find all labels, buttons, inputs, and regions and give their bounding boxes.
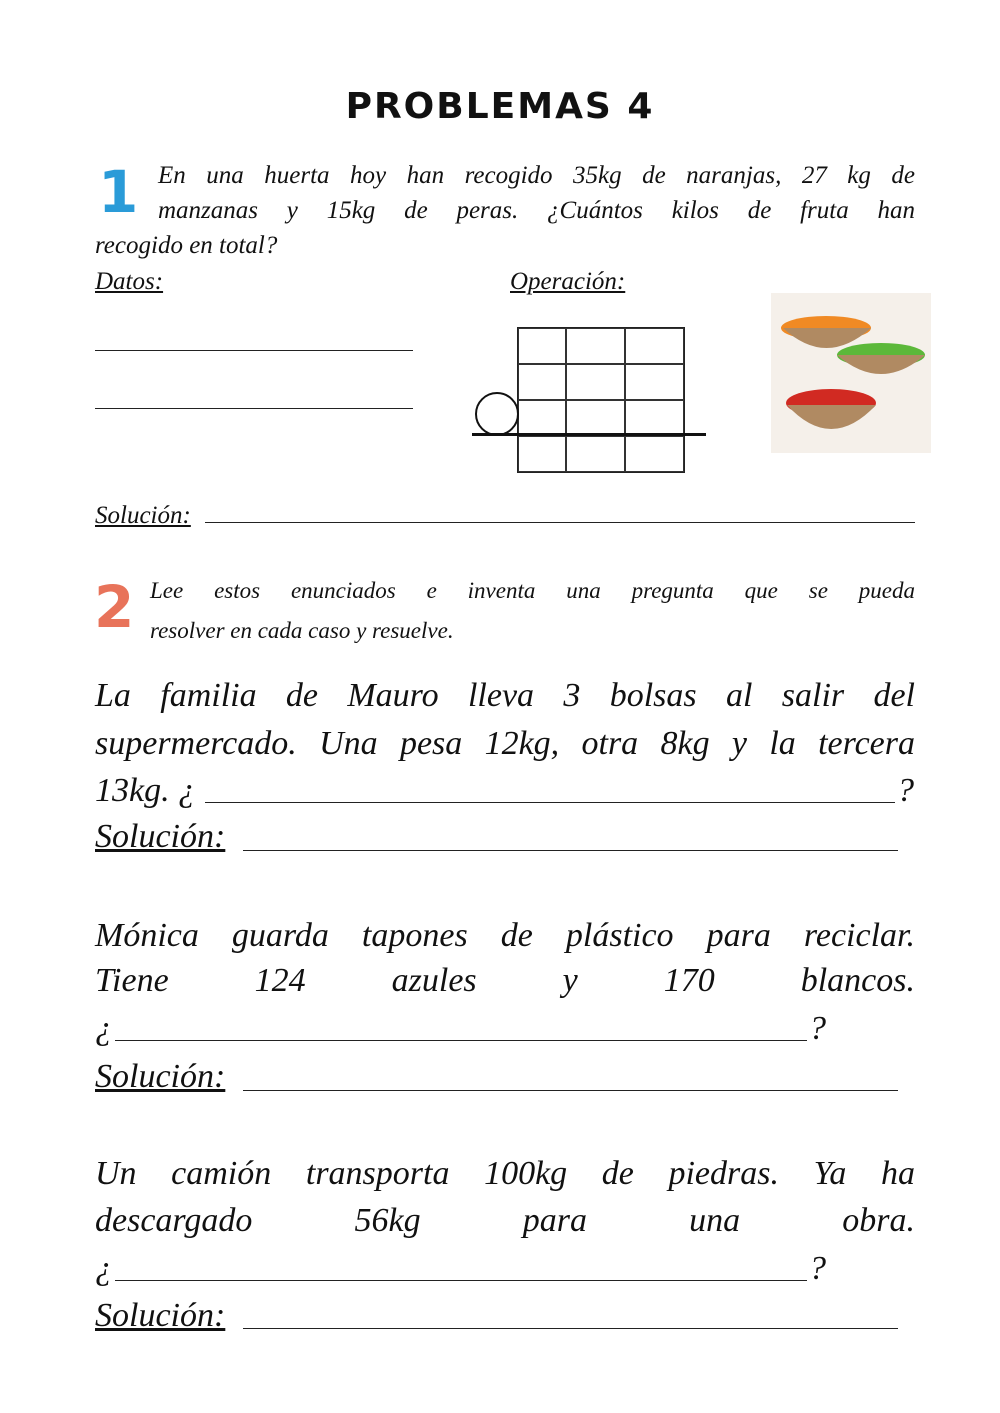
statement-a-line: La familia de Mauro lleva 3 bolsas al salir del (95, 677, 915, 714)
statement-c-line: descargado 56kg para una obra. (95, 1202, 915, 1239)
question-a-line[interactable] (205, 802, 895, 803)
question-c-line[interactable] (115, 1280, 807, 1281)
statement-c-line: ¿ (95, 1250, 112, 1287)
solucion-b-line[interactable] (243, 1090, 898, 1091)
problem-1-line: En una huerta hoy han recogido 35kg de naranjas, 27 kg de (158, 162, 915, 189)
question-b-end: ? (809, 1010, 826, 1047)
operacion-label: Operación: (510, 268, 626, 295)
problem-2-line: Lee estos enunciados e inventa una pregunta que se pueda (150, 578, 915, 603)
statement-a-line: 13kg. ¿ (95, 772, 196, 809)
solucion-label: Solución: (95, 502, 191, 529)
solucion-c-line[interactable] (243, 1328, 898, 1329)
question-b-line[interactable] (115, 1040, 807, 1041)
solucion-c-label: Solución: (95, 1297, 226, 1334)
problem-number-2: 2 (94, 573, 135, 641)
problem-1-line: manzanas y 15kg de peras. ¿Cuántos kilos de fruta han (158, 197, 915, 224)
statement-a-line: supermercado. Una pesa 12kg, otra 8kg y la tercera (95, 725, 915, 762)
problem-1-line: recogido en total? (95, 232, 278, 259)
operation-result-line (472, 433, 706, 436)
operator-circle[interactable] (475, 392, 519, 436)
datos-answer-line-2[interactable] (95, 408, 413, 409)
statement-b-line: Mónica guarda tapones de plástico para reciclar. (95, 917, 915, 954)
solucion-answer-line[interactable] (205, 522, 915, 523)
solucion-a-label: Solución: (95, 818, 226, 855)
question-a-end: ? (897, 772, 914, 809)
datos-answer-line-1[interactable] (95, 350, 413, 351)
solucion-a-line[interactable] (243, 850, 898, 851)
statement-b-line: Tiene 124 azules y 170 blancos. (95, 962, 915, 999)
fruit-baskets-image (771, 293, 931, 453)
problem-number-1: 1 (98, 158, 139, 226)
statement-c-line: Un camión transporta 100kg de piedras. Ya ha (95, 1155, 915, 1192)
page-title: PROBLEMAS 4 (345, 86, 655, 127)
datos-label: Datos: (95, 268, 164, 295)
statement-b-line: ¿ (95, 1010, 112, 1047)
problem-2-line: resolver en cada caso y resuelve. (150, 618, 454, 643)
solucion-b-label: Solución: (95, 1058, 226, 1095)
operation-grid[interactable] (517, 327, 685, 473)
question-c-end: ? (809, 1250, 826, 1287)
